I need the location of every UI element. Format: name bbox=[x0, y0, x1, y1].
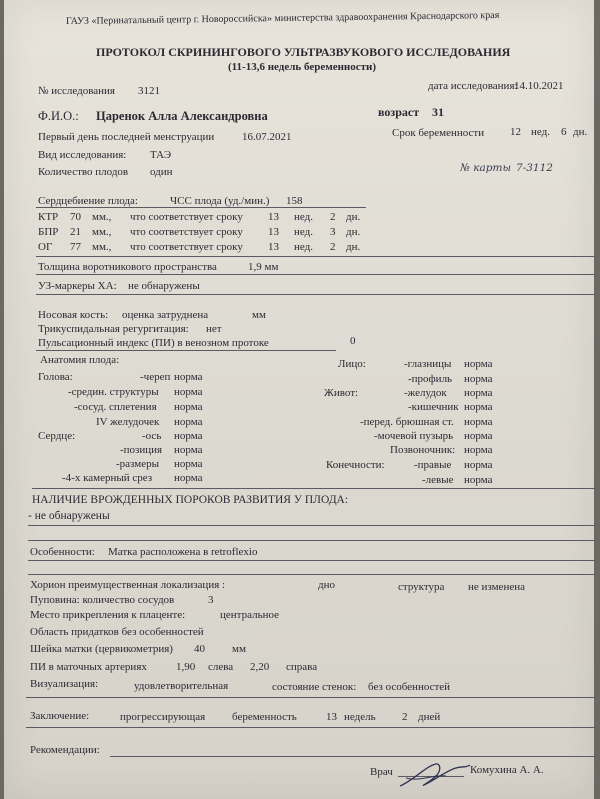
defects-label: НАЛИЧИЕ ВРОЖДЕННЫХ ПОРОКОВ РАЗВИТИЯ У ПЛОДА: bbox=[32, 494, 349, 506]
card-number: 7-3112 bbox=[516, 162, 553, 174]
anatomy-item: -кишечник bbox=[408, 401, 459, 413]
head-label: Голова: bbox=[38, 371, 73, 383]
document-subtitle: (11-13,6 недель беременности) bbox=[228, 61, 377, 73]
markers-value: не обнаружены bbox=[128, 280, 200, 292]
biometry-value: 70 bbox=[70, 211, 81, 223]
anatomy-value: норма bbox=[464, 416, 493, 428]
cord-label: Пуповина: количество сосудов bbox=[30, 594, 175, 606]
biometry-unit: мм., bbox=[92, 211, 112, 223]
biometry-unit: мм., bbox=[92, 226, 112, 238]
divider bbox=[36, 274, 596, 275]
defects-value: - не обнаружены bbox=[28, 510, 110, 522]
pi-venous-value: 0 bbox=[350, 335, 356, 347]
biometry-match: что соответствует сроку bbox=[130, 226, 243, 238]
biometry-days-unit: дн. bbox=[346, 211, 361, 223]
anatomy-value: норма bbox=[464, 459, 493, 471]
nuchal-value: 1,9 мм bbox=[248, 261, 279, 273]
anatomy-item: -4-х камерный срез bbox=[62, 472, 153, 484]
uterine-pi-right-label: справа bbox=[286, 661, 318, 673]
divider bbox=[36, 350, 336, 351]
card-number-label: № карты bbox=[460, 162, 512, 174]
walls-value: без особенностей bbox=[368, 681, 451, 693]
nasal-bone-unit: мм bbox=[252, 309, 266, 321]
biometry-name: КТР bbox=[38, 211, 59, 223]
anatomy-value: норма bbox=[174, 371, 203, 383]
anatomy-value: норма bbox=[174, 472, 203, 484]
anatomy-item: -глазницы bbox=[404, 358, 452, 370]
biometry-weeks: 13 bbox=[268, 241, 279, 253]
biometry-unit: мм., bbox=[92, 241, 112, 253]
doctor-label: Врач bbox=[370, 766, 393, 778]
anatomy-value: норма bbox=[174, 401, 203, 413]
biometry-days: 3 bbox=[330, 226, 336, 238]
anatomy-value: норма bbox=[464, 401, 493, 413]
anatomy-title: Анатомия плода: bbox=[40, 354, 120, 366]
doctor-signature bbox=[396, 756, 476, 796]
divider bbox=[36, 294, 596, 295]
conclusion-label: Заключение: bbox=[30, 710, 90, 722]
heart-rate-label: ЧСС плода (уд./мин.) bbox=[170, 195, 270, 207]
term-weeks-unit: нед. bbox=[531, 126, 550, 138]
biometry-match: что соответствует сроку bbox=[130, 241, 243, 253]
doctor-name: Комухина А. А. bbox=[470, 764, 544, 776]
visualization-value: удовлетворительная bbox=[134, 680, 229, 692]
anatomy-item: IV желудочек bbox=[96, 416, 160, 428]
anatomy-value: норма bbox=[464, 474, 493, 486]
nuchal-label: Толщина воротникового пространства bbox=[38, 261, 217, 273]
term-label: Срок беременности bbox=[392, 127, 485, 139]
divider bbox=[110, 756, 596, 757]
anatomy-value: норма bbox=[464, 358, 493, 370]
walls-label: состояние стенок: bbox=[272, 681, 357, 693]
anatomy-value: норма bbox=[464, 387, 493, 399]
heart-rate: 158 bbox=[286, 195, 303, 207]
anatomy-value: норма bbox=[174, 416, 203, 428]
divider bbox=[26, 697, 596, 698]
chorion-structure-label: структура bbox=[398, 581, 445, 593]
abdomen-label: Живот: bbox=[324, 387, 359, 399]
anatomy-item: -средин. структуры bbox=[68, 386, 159, 398]
study-type: ТАЭ bbox=[150, 149, 172, 161]
divider bbox=[36, 207, 366, 208]
features-label: Особенности: bbox=[30, 546, 95, 558]
divider bbox=[28, 560, 596, 561]
anatomy-item: -размеры bbox=[116, 458, 159, 470]
attachment-label: Место прикрепления к плаценте: bbox=[30, 609, 186, 621]
anatomy-item: -желудок bbox=[404, 387, 447, 399]
adnexa-text: Область придатков без особенностей bbox=[30, 626, 204, 638]
chorion-location: дно bbox=[318, 579, 335, 591]
uterine-pi-label: ПИ в маточных артериях bbox=[30, 661, 147, 673]
anatomy-item: -мочевой пузырь bbox=[374, 430, 454, 442]
protocol-sheet bbox=[4, 0, 594, 799]
biometry-value: 77 bbox=[70, 241, 81, 253]
attachment-value: центральное bbox=[220, 609, 279, 621]
divider bbox=[32, 488, 596, 489]
chorion-structure: не изменена bbox=[468, 581, 525, 593]
uterine-pi-left: 1,90 bbox=[176, 661, 196, 673]
anatomy-item: -правые bbox=[414, 459, 452, 471]
cervix-label: Шейка матки (цервикометрия) bbox=[30, 643, 173, 655]
institution-name: ГАУЗ «Перинатальный центр г. Новороссийска» министерства здравоохранения Краснодарского края bbox=[65, 9, 500, 28]
conclusion-days-label: дней bbox=[418, 711, 441, 723]
anatomy-value: норма bbox=[174, 444, 203, 456]
nasal-bone-label: Носовая кость: bbox=[38, 309, 109, 321]
anatomy-item: -профиль bbox=[408, 373, 453, 385]
divider bbox=[36, 256, 596, 257]
heart-label: Сердце: bbox=[38, 430, 76, 442]
anatomy-item: -перед. брюшная ст. bbox=[360, 416, 454, 428]
cervix-unit: мм bbox=[232, 643, 246, 655]
visualization-label: Визуализация: bbox=[30, 678, 99, 690]
divider bbox=[28, 540, 596, 541]
biometry-days-unit: дн. bbox=[346, 226, 361, 238]
lmp-date: 16.07.2021 bbox=[242, 131, 292, 143]
anatomy-item: -позиция bbox=[120, 444, 163, 456]
patient-age: 31 bbox=[432, 105, 444, 119]
term-days: 6 bbox=[561, 126, 567, 138]
cord-vessels: 3 bbox=[208, 594, 214, 606]
anatomy-value: норма bbox=[464, 430, 493, 442]
study-number: 3121 bbox=[138, 85, 160, 97]
divider bbox=[28, 574, 596, 575]
limbs-label: Конечности: bbox=[326, 459, 385, 471]
nasal-bone-value: оценка затруднена bbox=[122, 309, 209, 321]
study-type-label: Вид исследования: bbox=[38, 149, 127, 161]
anatomy-item: -череп bbox=[140, 371, 171, 383]
anatomy-value: норма bbox=[174, 430, 203, 442]
fetus-count-label: Количество плодов bbox=[38, 166, 129, 178]
conclusion-days: 2 bbox=[402, 711, 408, 723]
conclusion-weeks: 13 bbox=[326, 711, 337, 723]
conclusion-text: прогрессирующая bbox=[120, 711, 206, 723]
spine-label: Позвоночник: bbox=[390, 444, 456, 456]
biometry-weeks: 13 bbox=[268, 226, 279, 238]
anatomy-value: норма bbox=[464, 444, 493, 456]
face-label: Лицо: bbox=[338, 358, 366, 370]
biometry-weeks-unit: нед. bbox=[294, 211, 313, 223]
study-number-label: № исследования bbox=[38, 85, 115, 97]
biometry-weeks: 13 bbox=[268, 211, 279, 223]
conclusion-pregnancy: беременность bbox=[232, 711, 297, 723]
fio-label: Ф.И.О.: bbox=[38, 109, 79, 123]
biometry-value: 21 bbox=[70, 226, 81, 238]
markers-label: УЗ-маркеры ХА: bbox=[38, 280, 117, 292]
biometry-days-unit: дн. bbox=[346, 241, 361, 253]
age-label: возраст bbox=[378, 105, 420, 119]
anatomy-item: -левые bbox=[422, 474, 454, 486]
tricuspid-value: нет bbox=[206, 323, 222, 335]
study-date: 14.10.2021 bbox=[514, 80, 564, 92]
heartbeat-label: Сердцебиение плода: bbox=[38, 195, 138, 207]
term-weeks: 12 bbox=[510, 126, 521, 138]
anatomy-item: -ось bbox=[142, 430, 162, 442]
biometry-days: 2 bbox=[330, 211, 336, 223]
anatomy-item: -сосуд. сплетения bbox=[74, 401, 157, 413]
pi-venous-label: Пульсационный индекс (ПИ) в венозном протоке bbox=[38, 337, 269, 349]
cervix-value: 40 bbox=[194, 643, 205, 655]
study-date-label: дата исследования: bbox=[428, 80, 518, 92]
lmp-label: Первый день последней менструации bbox=[38, 131, 215, 143]
fetus-count: один bbox=[150, 166, 173, 178]
features-value: Матка расположена в retroflexio bbox=[108, 546, 258, 558]
uterine-pi-left-label: слева bbox=[208, 661, 234, 673]
chorion-label: Хорион преимущественная локализация : bbox=[30, 579, 226, 591]
biometry-days: 2 bbox=[330, 241, 336, 253]
uterine-pi-right: 2,20 bbox=[250, 661, 270, 673]
biometry-weeks-unit: нед. bbox=[294, 241, 313, 253]
biometry-match: что соответствует сроку bbox=[130, 211, 243, 223]
document-title: ПРОТОКОЛ СКРИНИНГОВОГО УЛЬТРАЗВУКОВОГО ИССЛЕДОВАНИЯ bbox=[96, 45, 511, 59]
anatomy-value: норма bbox=[464, 373, 493, 385]
divider bbox=[28, 525, 596, 526]
conclusion-weeks-label: недель bbox=[344, 711, 376, 723]
anatomy-value: норма bbox=[174, 458, 203, 470]
biometry-name: ОГ bbox=[38, 241, 53, 253]
divider bbox=[26, 727, 596, 728]
tricuspid-label: Трикуспидальная регургитация: bbox=[38, 323, 189, 335]
term-days-unit: дн. bbox=[573, 126, 588, 138]
recommendations-label: Рекомендации: bbox=[30, 744, 100, 756]
biometry-weeks-unit: нед. bbox=[294, 226, 313, 238]
patient-name: Царенок Алла Александровна bbox=[96, 109, 268, 123]
biometry-name: БПР bbox=[38, 226, 59, 238]
anatomy-value: норма bbox=[174, 386, 203, 398]
